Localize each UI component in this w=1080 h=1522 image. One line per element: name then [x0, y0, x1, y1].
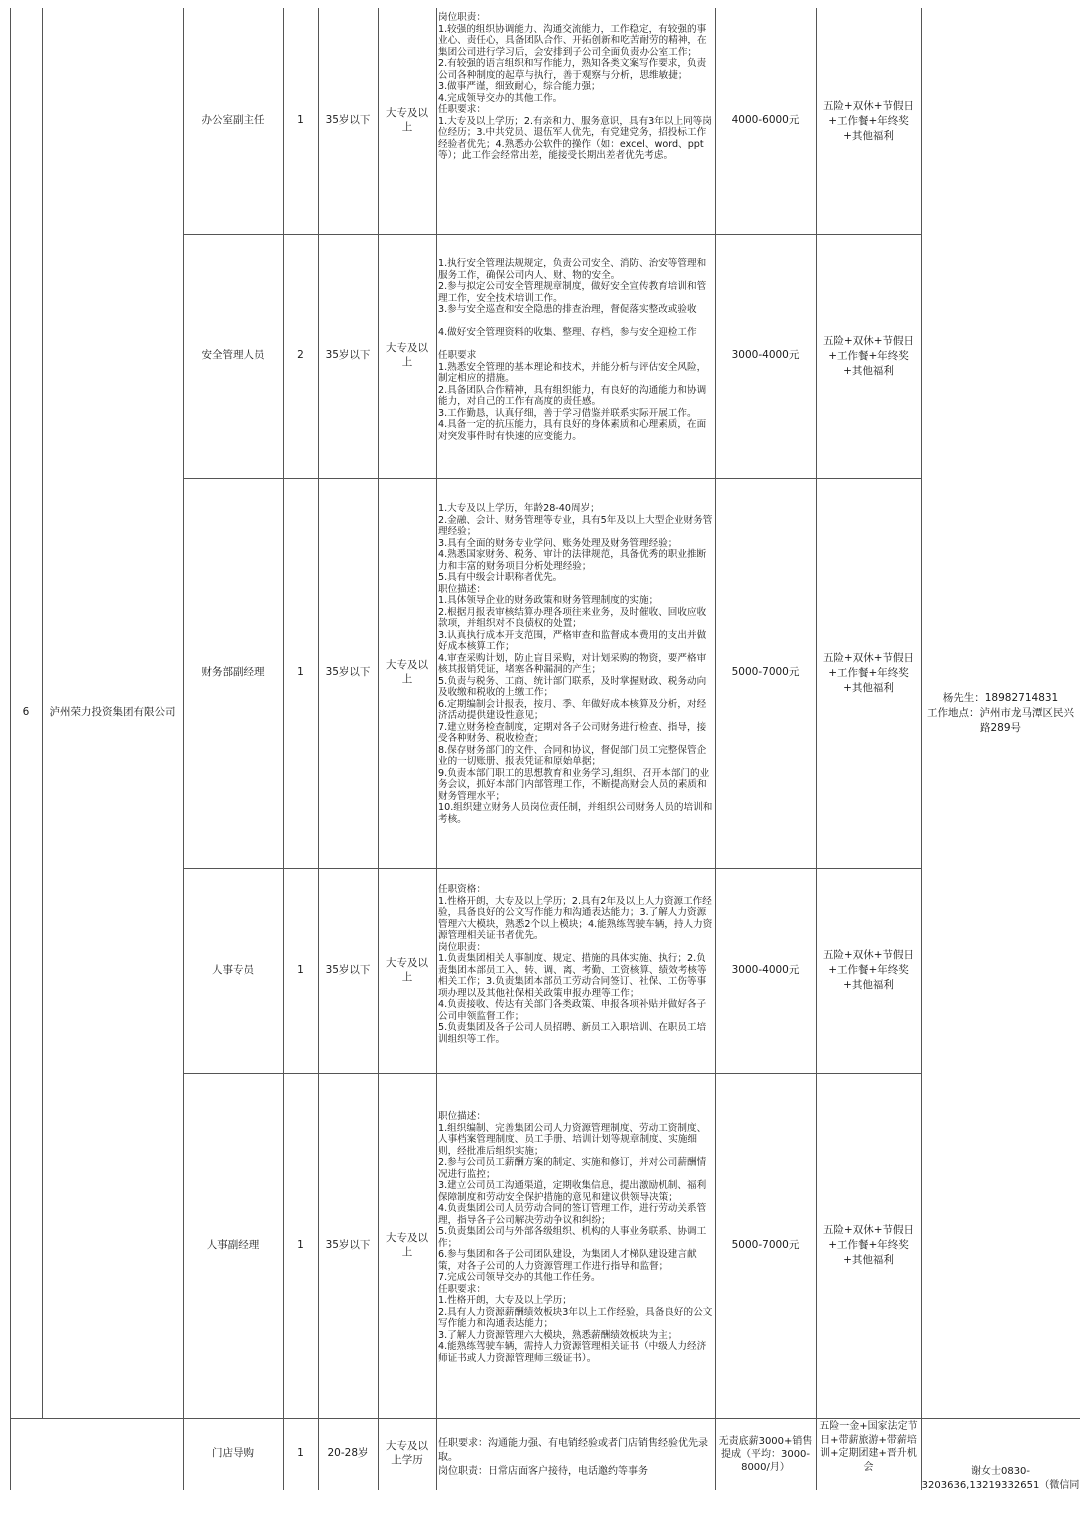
job-salary: 3000-4000元: [731, 349, 800, 362]
job-education: 大专及以上: [386, 659, 428, 685]
job-education: 大专及以上: [386, 1231, 428, 1258]
job-benefits: 五险+双休+节假日+工作餐+年终奖+其他福利: [822, 651, 915, 694]
contact-info: [921, 8, 1080, 1418]
job-title: 财务部副经理: [201, 666, 265, 679]
job-education: 大专及以上: [386, 107, 428, 133]
job-salary: 4000-6000元: [731, 114, 800, 127]
job-salary: 无责底薪3000+销售提成（平均：3000-8000/月）: [718, 1435, 813, 1473]
job-age: 35岁以下: [325, 1238, 371, 1251]
job-age: 35岁以下: [325, 666, 371, 679]
job-age: 35岁以下: [325, 963, 371, 976]
job-count: 1: [297, 666, 304, 679]
job-title: 人事副经理: [206, 1238, 260, 1251]
job-description: 岗位职责： 1.较强的组织协调能力、沟通交流能力，工作稳定，有较强的事业心、责任心，具备团队合作、开拓创新和吃苦耐劳的精神，在集团公司进行学习后，会安排到子公司全面负责办公室工作； 2.有较强的语言组织和写作能力，熟知各类文案写作要求，负责公司各种制度的起草与执行，善于观察与分析，思维敏捷； 3.做事严谨，细致耐心，综合能力强； 4.完成领导交办的其他工作。 任职要求： 1.大专及以上学历；2.有亲和力、服务意识，具有3年以上同等岗位经历；3.中共党员、退伍军人优先，有党建党务，招投标工作经验者优先；4.熟悉办公软件的操作（如：excel、word、ppt等）；此工作会经常出差，能接受长期出差者优先考虑。: [438, 12, 712, 161]
job-benefits: 五险+双休+节假日+工作餐+年终奖+其他福利: [822, 334, 915, 377]
job-benefits: 五险+双休+节假日+工作餐+年终奖+其他福利: [822, 949, 915, 991]
job-description: 职位描述： 1.组织编制、完善集团公司人力资源管理制度、劳动工资制度、人事档案管理制度、员工手册、培训计划等规章制度、实施细则，经批准后组织实施； 2.参与公司员工薪酬方案的制定、实施和修订，并对公司薪酬情况进行监控； 3.建立公司员工沟通渠道，定期收集信息，提出激励机制、福利保障制度和劳动安全保护措施的意见和建议供领导决策； 4.负责集团公司人员劳动合同的签订管理工作，进行劳动关系管理，指导各子公司解决劳动争议和纠纷； 5.负责集团公司与外部各级组织、机构的人事业务联系、协调工作； 6.参与集团和各子公司团队建设，为集团人才梯队建设建言献策，对各子公司的人力资源管理工作进行指导和监督； 7.完成公司领导交办的其他工作任务。 任职要求： 1.性格开朗，大专及以上学历； 2.具有人力资源薪酬绩效板块3年以上工作经验，具备良好的公文写作能力和沟通表达能力； 3.了解人力资源管理六大模块，熟悉薪酬绩效板块为主； 4.能熟练驾驶车辆，需持人力资源管理相关证书（中级人力经济师证书或人力资源管理师三级证书）。: [438, 1111, 713, 1364]
job-description: 任职资格： 1.性格开朗，大专及以上学历；2.具有2年及以上人力资源工作经验，具备良好的公文写作能力和沟通表达能力；3.了解人力资源管理六大模块，熟悉2个以上模块；4.能熟练驾驶车辆，持人力资源管理相关证书者优先。 岗位职责： 1.负责集团相关人事制度、规定、措施的具体实施、执行；2.负责集团本部员工入、转、调、离、考勤、工资核算、绩效考核等相关工作；3.负责集团本部员工劳动合同签订、社保、工伤等事项办理以及其他社保相关政策申报办理等工作； 4.负责接收、传达有关部门各类政策、申报各项补贴并做好各子公司申领监督工作； 5.负责集团及各子公司人员招聘、新员工入职培训、在职员工培训组织等工作。: [438, 884, 713, 1045]
contact-person: 杨先生：18982714831: [942, 691, 1059, 704]
job-description: 1.执行安全管理法规规定，负责公司安全、消防、治安等管理和服务工作，确保公司内人、财、物的安全。 2.参与拟定公司安全管理规章制度，做好安全宣传教育培训和管理工作，安全技术培训工作。 3.参与安全巡查和安全隐患的排查治理，督促落实整改或验收 4.做好安全管理资料的收集、整理、存档，参与安全迎检工作 任职要求 1.熟悉安全管理的基本理论和技术，并能分析与评估安全风险，制定相应的措施。 2.具备团队合作精神，具有组织能力，有良好的沟通能力和协调能力，对自己的工作有高度的责任感。 3.工作勤恳，认真仔细，善于学习借鉴并联系实际开展工作。 4.具备一定的抗压能力，具有良好的身体素质和心理素质，在面对突发事件时有快速的应变能力。: [438, 258, 707, 442]
job-salary: 5000-7000元: [731, 1238, 800, 1251]
job-title: 安全管理人员: [201, 349, 265, 362]
job-benefits: 五险一金+国家法定节日+带薪旅游+带薪培训+定期团建+晋升机会: [819, 1421, 918, 1473]
contact-address: 工作地点：泸州市龙马潭区民兴路289号: [927, 706, 1074, 734]
job-count: 1: [297, 963, 304, 976]
job-education: 大专及以上: [386, 956, 428, 983]
job-benefits: 五险+双休+节假日+工作餐+年终奖+其他福利: [822, 1224, 915, 1266]
job-count: 1: [297, 1447, 304, 1460]
job-benefits: 五险+双休+节假日+工作餐+年终奖+其他福利: [822, 99, 915, 142]
job-age: 35岁以下: [325, 349, 371, 362]
job-salary: 5000-7000元: [731, 666, 800, 679]
job-age: 20-28岁: [327, 1447, 369, 1460]
job-salary: 3000-4000元: [731, 963, 800, 976]
job-title: 门店导购: [212, 1447, 254, 1460]
job-title: 办公室副主任: [201, 114, 265, 127]
job-education: 大专及以上: [386, 342, 428, 368]
job-description: 任职要求：沟通能力强、有电销经验或者门店销售经验优先录取。 岗位职责：日常店面客户接待，电话邀约等事务: [438, 1438, 708, 1477]
company-name: 泸州荣力投资集团有限公司: [49, 706, 176, 719]
job-age: 35岁以下: [325, 114, 371, 127]
job-description: 1.大专及以上学历，年龄28-40周岁； 2.金融、会计、财务管理等专业，具有5年及以上大型企业财务管理经验； 3.具有全面的财务专业学问、账务处理及财务管理经验； 4.熟悉国家财务、税务、审计的法律规范，具备优秀的职业推断力和丰富的财务项目分析处理经验； 5.具有中级会计职称者优先。 职位描述： 1.具体领导企业的财务政策和财务管理制度的实施； 2.根据月报表审核结算办理各项往来业务，及时催收、回收应收款项，并组织对不良债权的处置； 3.认真执行成本开支范围，严格审查和监督成本费用的支出并做好成本核算工作； 4.审查采购计划，防止盲目采购，对计划采购的物资，要严格审核其报销凭证，堵塞各种漏洞的产生； 5.负责与税务、工商、统计部门联系，及时掌握财政、税务动向及收缴和税收的上缴工作； 6.定期编制会计报表，按月、季、年做好成本核算及分析，对经济活动提供建设性意见； 7.建立财务检查制度，定期对各子公司财务进行检查、指导，接受各种财务、税收检查； 8.保存财务部门的文件、合同和协议，督促部门员工完整保管企业的一切账册、报表凭证和原始单据； 9.负责本部门职工的思想教育和业务学习,组织、召开本部门的业务会议，抓好本部门内部管理工作，不断提高财会人员的素质和财务管理水平； 10.组织建立财务人员岗位责任制，并组织公司财务人员的培训和考核。: [438, 503, 713, 825]
job-count: 2: [297, 349, 304, 362]
job-title: 人事专员: [212, 963, 254, 976]
job-count: 1: [297, 1238, 304, 1251]
contact-info: 谢女士0830-3203636,13219332651（微信同: [921, 1466, 1080, 1491]
job-count: 1: [297, 114, 304, 127]
row-number: 6: [22, 706, 30, 719]
job-education: 大专及以上学历: [386, 1440, 428, 1466]
